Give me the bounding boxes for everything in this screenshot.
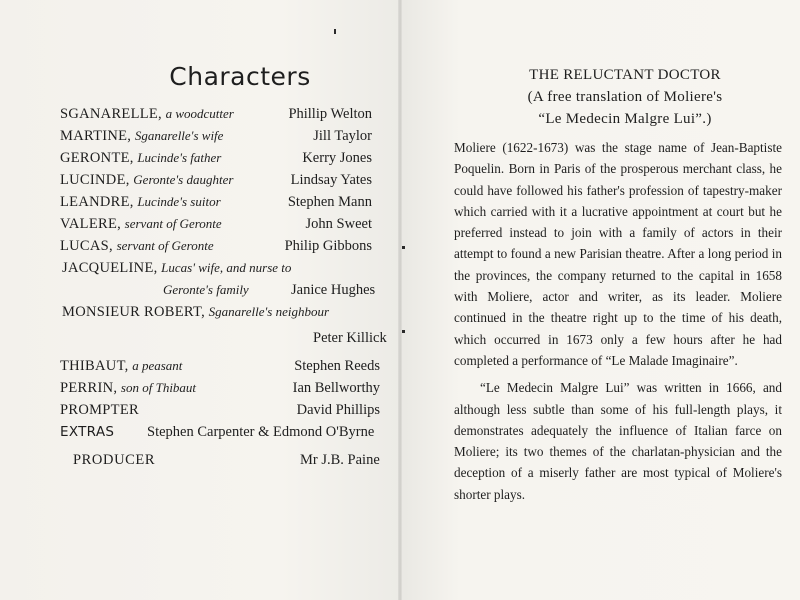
character-name: PROMPTER bbox=[60, 402, 139, 418]
cast-row bbox=[60, 169, 390, 191]
characters-heading: Characters bbox=[169, 62, 311, 91]
cast-row-continued bbox=[60, 279, 390, 301]
character-desc: servant of Geronte bbox=[124, 216, 222, 231]
cast-row bbox=[60, 235, 390, 257]
character-desc: Lucas' wife, and nurse to bbox=[161, 260, 292, 275]
character-name: JACQUELINE, bbox=[62, 260, 158, 276]
character-desc: servant of Geronte bbox=[116, 238, 214, 253]
play-title: THE RELUCTANT DOCTOR bbox=[529, 67, 721, 83]
character-name: MARTINE, bbox=[60, 128, 132, 144]
cast-row bbox=[60, 103, 390, 125]
character-name: LUCAS, bbox=[60, 238, 113, 254]
character-name: MONSIEUR ROBERT, bbox=[62, 304, 206, 320]
actor-name: Peter Killick bbox=[313, 330, 387, 346]
actor-name: Stephen Reeds bbox=[294, 358, 380, 374]
actor-name: Kerry Jones bbox=[302, 150, 372, 166]
character-name: SGANARELLE, bbox=[60, 106, 162, 122]
scan-mark bbox=[402, 246, 405, 249]
programme-notes bbox=[454, 137, 782, 505]
character-name: LEANDRE, bbox=[60, 194, 134, 210]
character-desc: son of Thibaut bbox=[120, 380, 197, 395]
actor-name: Lindsay Yates bbox=[290, 172, 372, 188]
cast-row bbox=[60, 399, 390, 421]
play-title-block bbox=[455, 64, 795, 130]
play-subtitle: (A free translation of Moliere's bbox=[527, 89, 723, 105]
character-name: LUCINDE, bbox=[60, 172, 130, 188]
actor-name: Phillip Welton bbox=[288, 106, 372, 122]
character-desc: Lucinde's suitor bbox=[137, 194, 221, 209]
actor-name: John Sweet bbox=[305, 216, 372, 232]
character-desc: a peasant bbox=[132, 358, 183, 373]
actor-name: Janice Hughes bbox=[291, 282, 376, 298]
extras-label: EXTRAS bbox=[60, 424, 115, 440]
cast-row bbox=[60, 147, 390, 169]
producer-label: PRODUCER bbox=[73, 452, 156, 468]
notes-paragraph: Moliere (1622-1673) was the stage name of Jean-Baptiste Poquelin. Born in Paris of the prosperous merchant class, he could have followed his father's profession of tapestry-maker which carried with it a lucrative appointment at court but he preferred instead to join with a family of actors in their attempt to found a new Parisian theatre. After a long period in the provinces, the company returned to the capital in 1658 with Moliere, actor and writer, as its leader. Moliere continued in the theatre right up to the time of his death, which occurred in 1673 only a few hours after he had completed a performance of “Le Malade Imaginaire”. bbox=[454, 140, 782, 368]
scan-mark bbox=[334, 29, 336, 34]
cast-list bbox=[60, 103, 390, 443]
play-subtitle: “Le Medecin Malgre Lui”.) bbox=[538, 111, 712, 127]
cast-row bbox=[60, 191, 390, 213]
character-name: THIBAUT, bbox=[60, 358, 129, 374]
cast-row bbox=[60, 377, 390, 399]
character-desc: Sganarelle's neighbour bbox=[208, 304, 330, 319]
producer-name: Mr J.B. Paine bbox=[300, 452, 380, 468]
character-name: GERONTE, bbox=[60, 150, 134, 166]
actor-name: Ian Bellworthy bbox=[292, 380, 380, 396]
actor-name: Jill Taylor bbox=[313, 128, 372, 144]
character-desc: Geronte's family bbox=[163, 282, 249, 297]
actor-name: Stephen Mann bbox=[287, 194, 372, 210]
cast-row bbox=[60, 257, 390, 279]
character-desc: Lucinde's father bbox=[137, 150, 222, 165]
cast-row bbox=[60, 213, 390, 235]
notes-paragraph: “Le Medecin Malgre Lui” was written in 1666, and although less subtle than some of his full-length plays, it demonstrates adequately the influence of Italian farce on Moliere; its two themes of the charlatan-physician and the deception of a miserly father are most typical of Moliere's shorter plays. bbox=[454, 380, 782, 502]
cast-row bbox=[60, 355, 390, 377]
character-desc: Geronte's daughter bbox=[133, 172, 234, 187]
actor-name: David Phillips bbox=[296, 402, 380, 418]
scan-mark bbox=[402, 330, 405, 333]
character-desc: Sganarelle's wife bbox=[134, 128, 224, 143]
character-name: PERRIN, bbox=[60, 380, 118, 396]
cast-row bbox=[60, 125, 390, 147]
cast-row-continued bbox=[60, 327, 390, 349]
cast-row bbox=[60, 301, 390, 323]
extras-row bbox=[60, 421, 390, 443]
extras-actors: Stephen Carpenter & Edmond O'Byrne bbox=[147, 424, 375, 440]
character-desc: a woodcutter bbox=[165, 106, 234, 121]
actor-name: Philip Gibbons bbox=[284, 238, 372, 254]
character-name: VALERE, bbox=[60, 216, 122, 232]
